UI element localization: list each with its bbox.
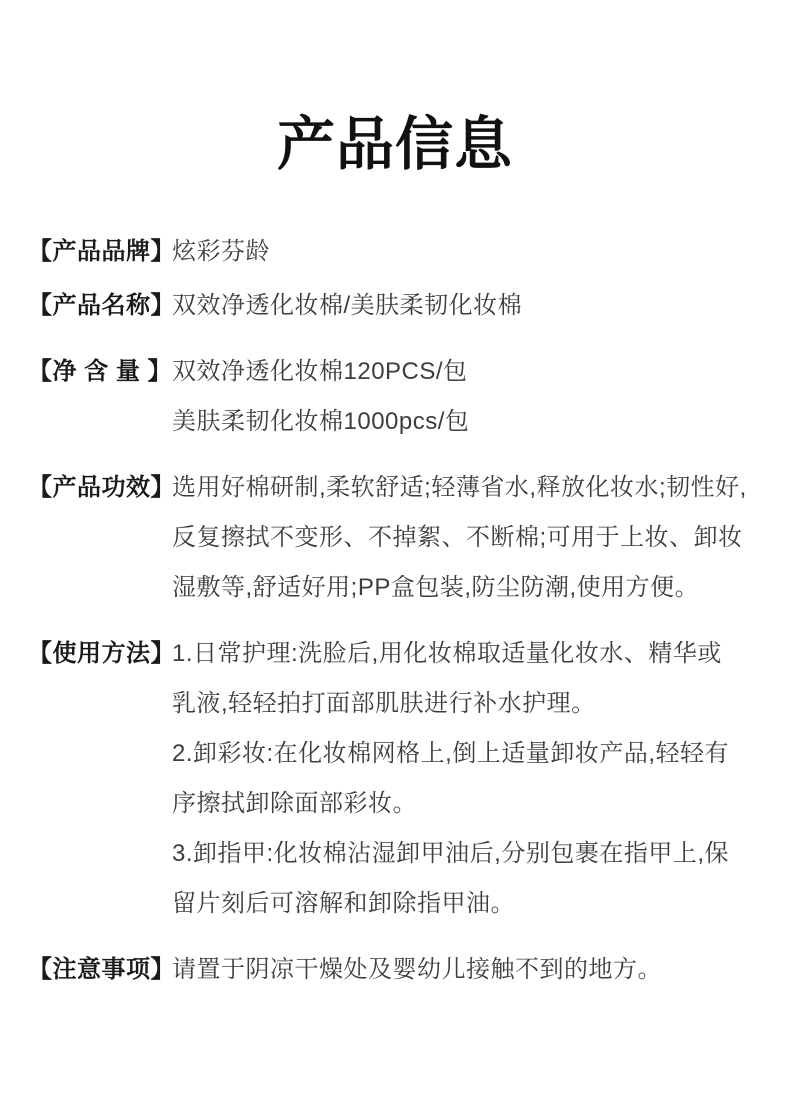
section-brand-label: 【产品品牌】 <box>28 238 175 265</box>
section-net-content-line-1: 双效净透化妆棉120PCS/包 <box>172 358 468 385</box>
section-effects <box>28 463 766 613</box>
section-effects-line-1: 选用好棉研制,柔软舒适;轻薄省水,释放化妆水;韧性好, <box>172 474 747 501</box>
product-info-sections <box>0 227 790 995</box>
section-net-content-line-2: 美肤柔韧化妆棉1000pcs/包 <box>172 408 470 435</box>
page-title: 产品信息 <box>276 112 513 177</box>
section-usage-line-3: 2.卸彩妆:在化妆棉网格上,倒上适量卸妆产品,轻轻有 <box>172 740 730 767</box>
section-net-content-value <box>172 347 766 447</box>
section-notice-value <box>172 945 766 995</box>
section-notice <box>28 945 766 995</box>
section-product-name-line: 双效净透化妆棉/美肤柔韧化妆棉 <box>172 292 523 319</box>
section-usage-label: 【使用方法】 <box>28 640 175 667</box>
section-brand <box>28 227 766 277</box>
section-usage <box>28 629 766 929</box>
section-effects-label: 【产品功效】 <box>28 474 175 501</box>
section-effects-value <box>172 463 766 613</box>
section-product-name <box>28 281 766 331</box>
section-net-content-label: 【净 含 量 】 <box>28 358 173 385</box>
section-effects-line-2: 反复擦拭不变形、不掉絮、不断棉;可用于上妆、卸妆 <box>172 524 743 551</box>
section-product-name-label: 【产品名称】 <box>28 292 175 319</box>
section-usage-line-4: 序擦拭卸除面部彩妆。 <box>172 790 417 817</box>
section-notice-label: 【注意事项】 <box>28 956 175 983</box>
section-usage-line-6: 留片刻后可溶解和卸除指甲油。 <box>172 890 515 917</box>
section-usage-line-2: 乳液,轻轻拍打面部肌肤进行补水护理。 <box>172 690 596 717</box>
section-usage-line-1: 1.日常护理:洗脸后,用化妆棉取适量化妆水、精华或 <box>172 640 722 667</box>
section-brand-line: 炫彩芬龄 <box>172 238 270 265</box>
section-effects-line-3: 湿敷等,舒适好用;PP盒包装,防尘防潮,使用方便。 <box>172 574 700 601</box>
section-brand-value <box>172 227 766 277</box>
section-net-content <box>28 347 766 447</box>
section-notice-line: 请置于阴凉干燥处及婴幼儿接触不到的地方。 <box>172 956 662 983</box>
section-usage-line-5: 3.卸指甲:化妆棉沾湿卸甲油后,分别包裹在指甲上,保 <box>172 840 730 867</box>
section-usage-value <box>172 629 766 929</box>
section-product-name-value <box>172 281 766 331</box>
